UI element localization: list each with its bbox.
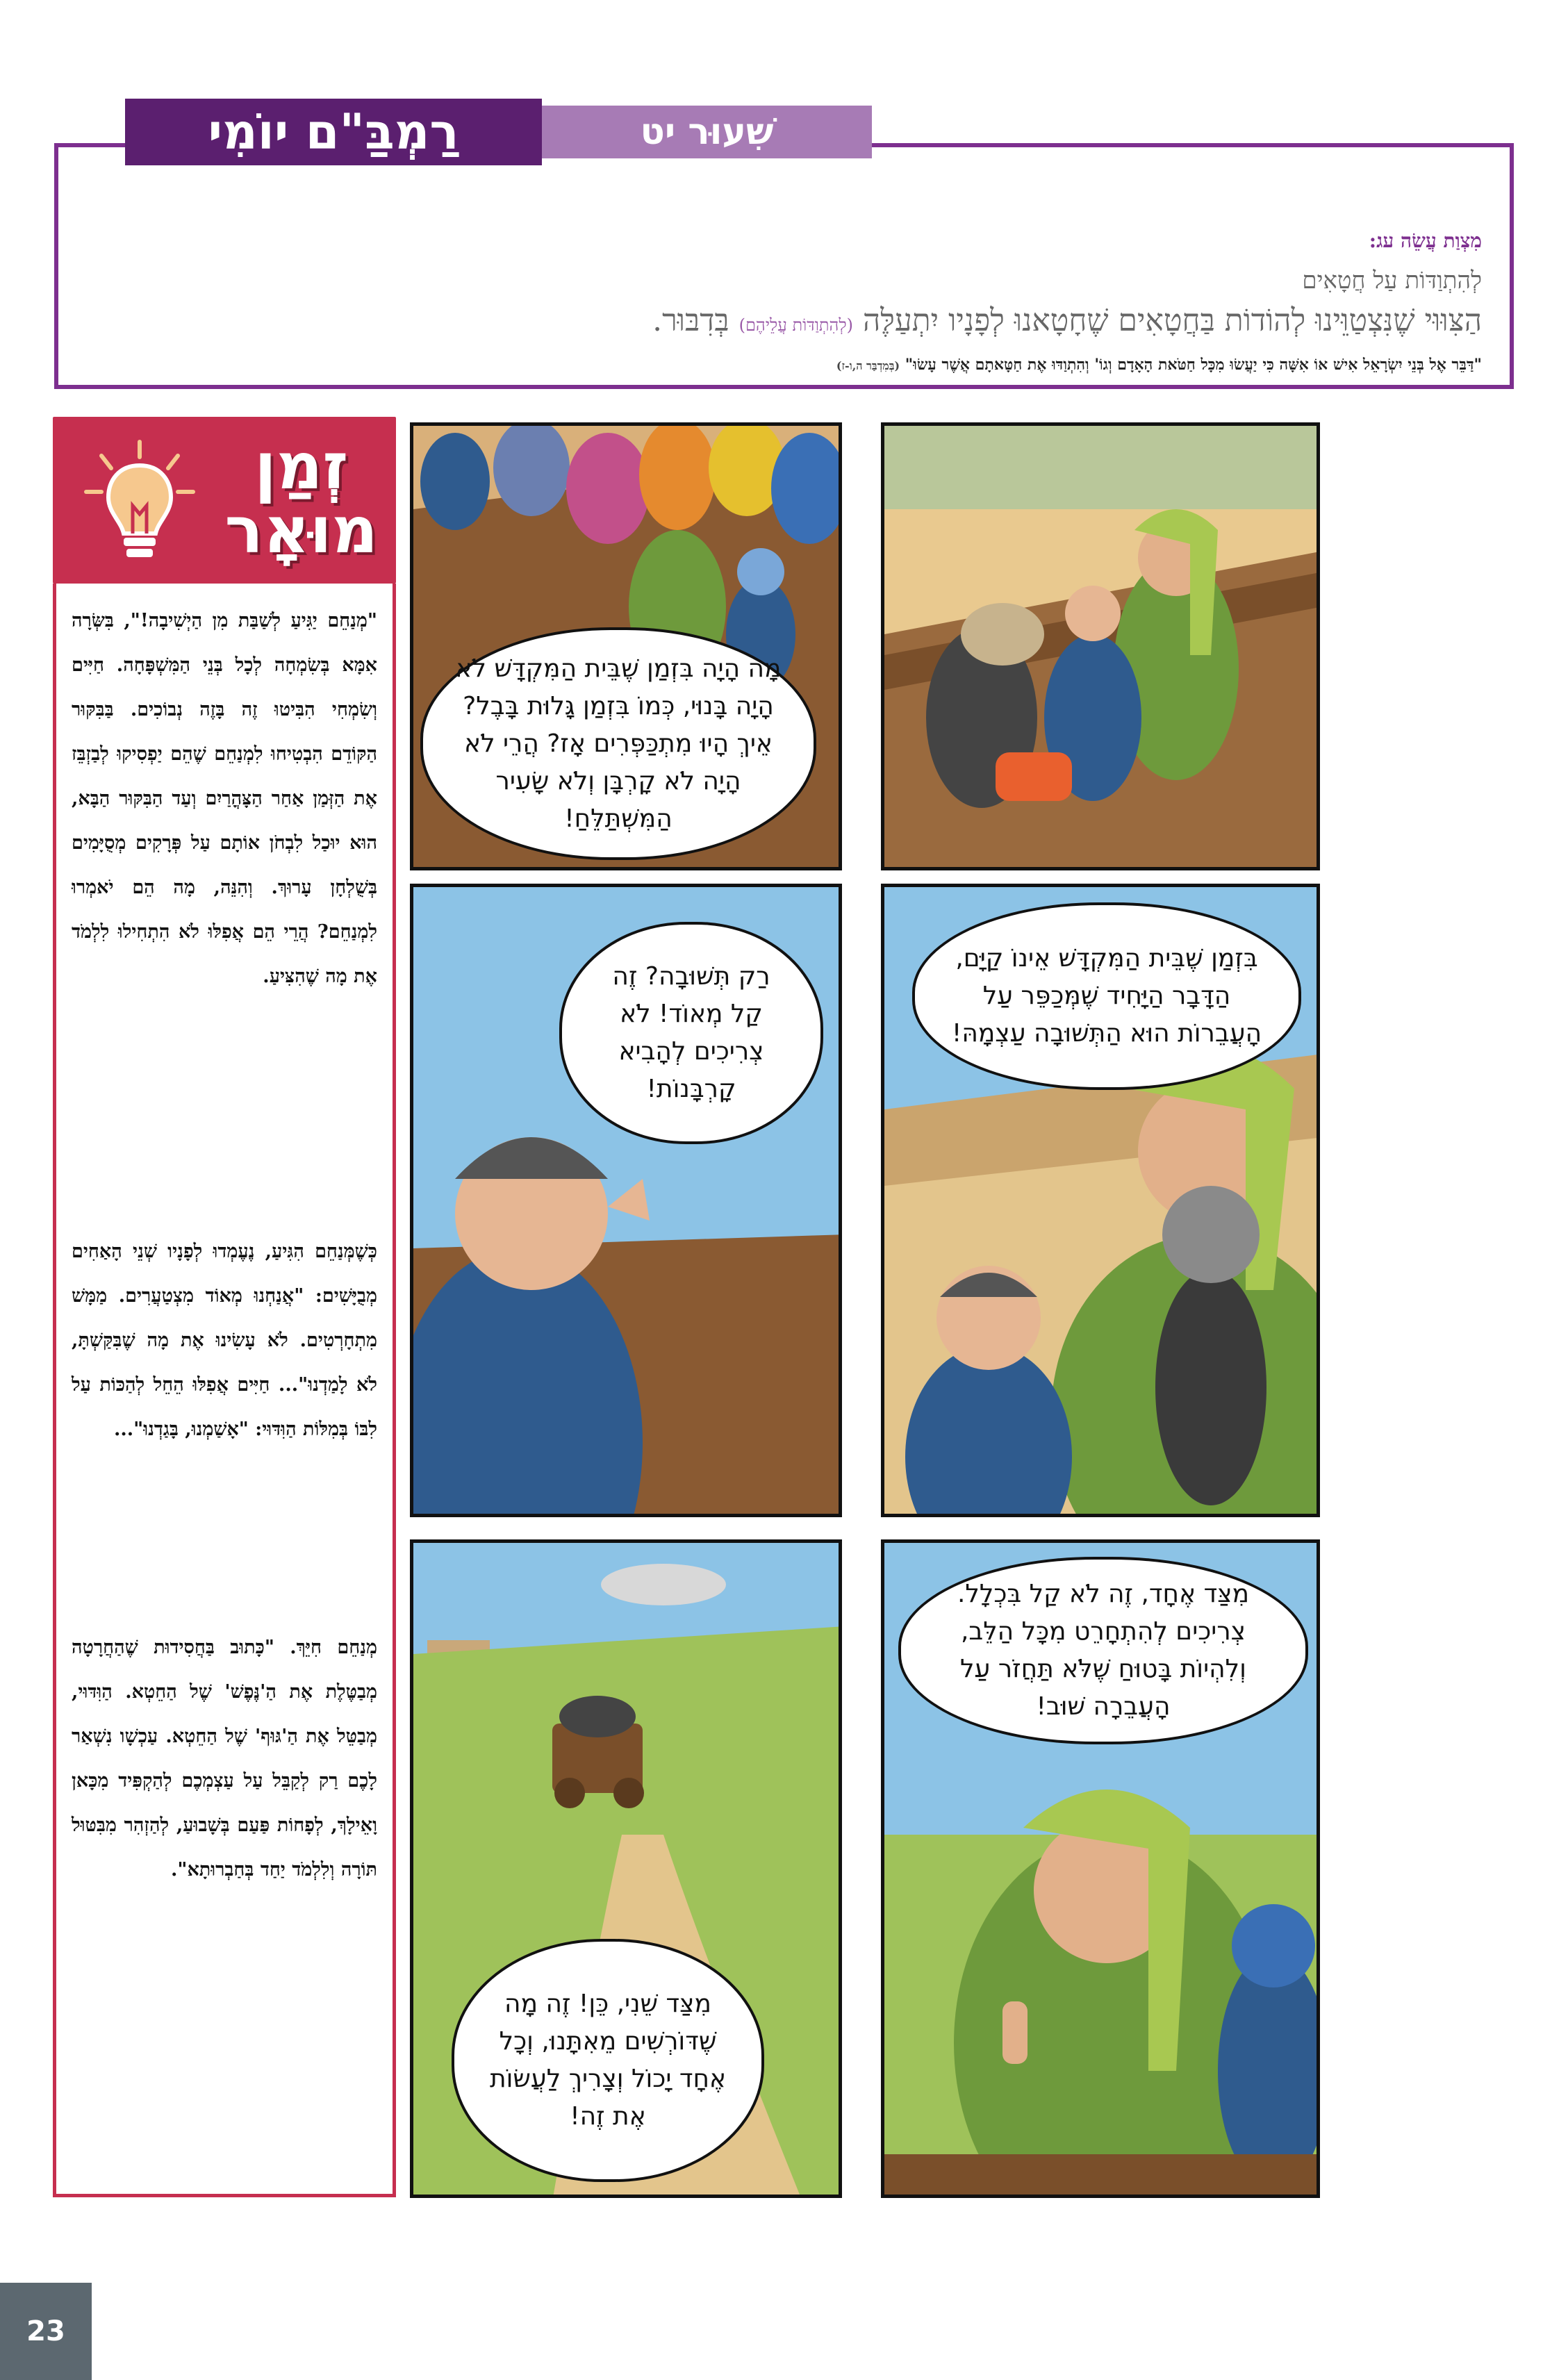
comic-panel-4 — [410, 884, 842, 1517]
comic-panel-1 — [881, 422, 1320, 870]
page-title: רַמְבַּ"ם יוֹמִי — [125, 99, 542, 165]
comic-panel-3 — [881, 884, 1320, 1517]
story-paragraph-2: כְּשֶׁמְּנַחֵם הִגִּיעַ, נֶעֶמְדוּ לְפָנָיו שְׁנֵי הָאַחִים מְבֻיָּשִׁים: "אֲנַחְנוּ מְאוֹד מִצְטַעֲרִים. מַמָּשׁ מִתְחָרְטִים. לֹא עָשִׂינוּ אֶת מָה שֶׁבִּקַּשְׁתָּ, לֹא לָמַדְנוּ"... חַיִּים אֲפִלּוּ הֵחֵל לְהַכּוֹת עַל לִבּוֹ בְּמִלּוֹת הַוִּדּוּי: "אָשַׁמְנוּ, בָּגַדְנוּ"... — [72, 1241, 377, 1440]
mitzvah-verse-source: (בְּמִדְבַּר ה,ו-ז) — [836, 359, 900, 372]
side-title-line1: זְמַן — [254, 429, 349, 504]
comic-panel-5 — [881, 1539, 1320, 2198]
speech-bubble-5: מִצַּד שֵׁנִי, כֵּן! זֶה מָה שֶׁדּוֹרְשִׁים מֵאִתָּנוּ, וְכָל אֶחָד יָכוֹל וְצָרִיךְ לַעֲשׂוֹת אֶת זֶה! — [452, 1939, 764, 2182]
speech-bubble-1: מָה הָיָה בִּזְמַן שֶׁבֵּית הַמִּקְדָּשׁ לֹא הָיָה בָּנוּי, כְּמוֹ בִּזְמַן גָּלוּת בָּבֶל? אֵיךְ הָיוּ מִתְכַּפְּרִים אָז? הֲרֵי לֹא הָיָה לֹא קָרְבָּן וְלֹא שָׂעִיר הַמִּשְׁתַּלֵּחַ! — [420, 627, 816, 860]
comic-panel-2 — [410, 422, 842, 870]
panel-1-art — [884, 426, 1320, 870]
page-number: 23 — [0, 2283, 92, 2380]
mitzvah-main-small: (לְהִתְוַדּוֹת עֲלֵיהֶם) — [738, 315, 853, 335]
lesson-label: שִׁעוּר יט — [542, 106, 872, 158]
side-title — [224, 429, 378, 568]
story-paragraph-3: מְנַחֵם חִיֵּךְ. "כָּתוּב בַּחֲסִידוּת שֶׁהַחֲרָטָה מְבַטֶּלֶת אֶת הַ'נֶּפֶשׁ' שֶׁל הַחֵטְא. הַוִּדּוּי, מְבַטֵּל אֶת הַ'גּוּף' שֶׁל הַחֵטְא. עַכְשָׁו נִשְׁאַר לָכֶם רַק לְקַבֵּל עַל עַצְמְכֶם לְהַקְפִּיד מִכָּאן וָאֵילָךְ, לְפָחוֹת פַּעַם בְּשָׁבוּעַ, לְהַזְהִר מִבִּטּוּל תּוֹרָה וְלִלְמֹד יַחַד בְּחַבְרוּתָא". — [72, 1637, 377, 1881]
speech-bubble-2: בִּזְמַן שֶׁבֵּית הַמִּקְדָּשׁ אֵינוֹ קַיָּם, הַדָּבָר הַיָּחִיד שֶׁמְּכַפֵּר עַל הָעֲבֵרוֹת הוּא הַתְּשׁוּבָה עַצְמָהּ! — [912, 902, 1301, 1090]
mitzvah-verse: "דַּבֵּר אֶל בְּנֵי יִשְׂרָאֵל אִישׁ אוֹ אִשָּׁה כִּי יַעֲשׂוּ מִכָּל חַטֹּאת הָאָדָם וְגוֹ' וְהִתְוַדּוּ אֶת חַטָּאתָם אֲשֶׁר עָשׂוּ" — [905, 356, 1482, 374]
side-story-box — [53, 584, 396, 2197]
speech-bubble-4: מִצַּד אֶחָד, זֶה לֹא קַל בִּכְלָל. צְרִיכִים לְהִתְחָרֵט מִכָּל הַלֵּב, וְלִהְיוֹת בָּטוּחַ שֶׁלֹּא תַּחֲזֹר עַל הָעֲבֵרָה שׁוּב! — [898, 1557, 1308, 1744]
mitzvah-main-end: בְּדִבּוּר. — [652, 303, 729, 338]
story-paragraph-1: "מְנַחֵם יַגִּיעַ לְשַׁבַּת מִן הַיְשִׁיבָה!", בִּשְּׂרָה אִמָּא בְּשִׂמְחָה לְכָל בְּנֵי הַמִּשְׁפָּחָה. חַיִּים וְשִׂמְחִי הִבִּיטוּ זֶה בָּזֶה נְבוֹכִים. בַּבִּקּוּר הַקּוֹדֵם הִבְטִיחוּ לִמְנַחֵם שֶׁהֵם יַפְסִיקוּ לְבַזְבֵּז אֶת הַזְּמַן אַחַר הַצָּהֳרַיִם וְעַד הַבִּקּוּר הַבָּא, הוּא יוּכַל לִבְחֹן אוֹתָם עַל פְּרָקִים מְסֻיָּמִים בְּשֻׁלְחָן עָרוּךְ. וְהִנֵּה, מָה הֵם יֹאמְרוּ לִמְנַחֵם? הֲרֵי הֵם אֲפִלּוּ לֹא הִתְחִילוּ לִלְמֹד אֶת מָה שֶׁהִצִּיעַ. — [72, 610, 377, 987]
speech-bubble-3: רַק תְּשׁוּבָה? זֶה קַל מְאוֹד! לֹא צְרִיכִים לְהָבִיא קָרְבָּנוֹת! — [559, 922, 823, 1144]
side-header — [53, 417, 396, 584]
comic-panel-6 — [410, 1539, 842, 2198]
mitzvah-verse-line — [836, 356, 1482, 374]
lightbulb-icon — [81, 436, 199, 568]
mitzvah-main-text — [652, 303, 1482, 338]
mitzvah-heading: מִצְוַת עֲשֵׂה עג: — [1369, 229, 1482, 252]
mitzvah-main: הַצִּוּוּי שֶׁנִּצְטַוֵּינוּ לְהוֹדוֹת בַּחֲטָאִים שֶׁחָטָאנוּ לְפָנָיו יִתְעַלֶּה — [862, 303, 1482, 338]
side-title-line2: מוּאָר — [224, 493, 378, 568]
mitzvah-box — [54, 143, 1514, 389]
mitzvah-subtitle: לְהִתְוַדּוֹת עַל חֲטָאִים — [1302, 267, 1482, 295]
